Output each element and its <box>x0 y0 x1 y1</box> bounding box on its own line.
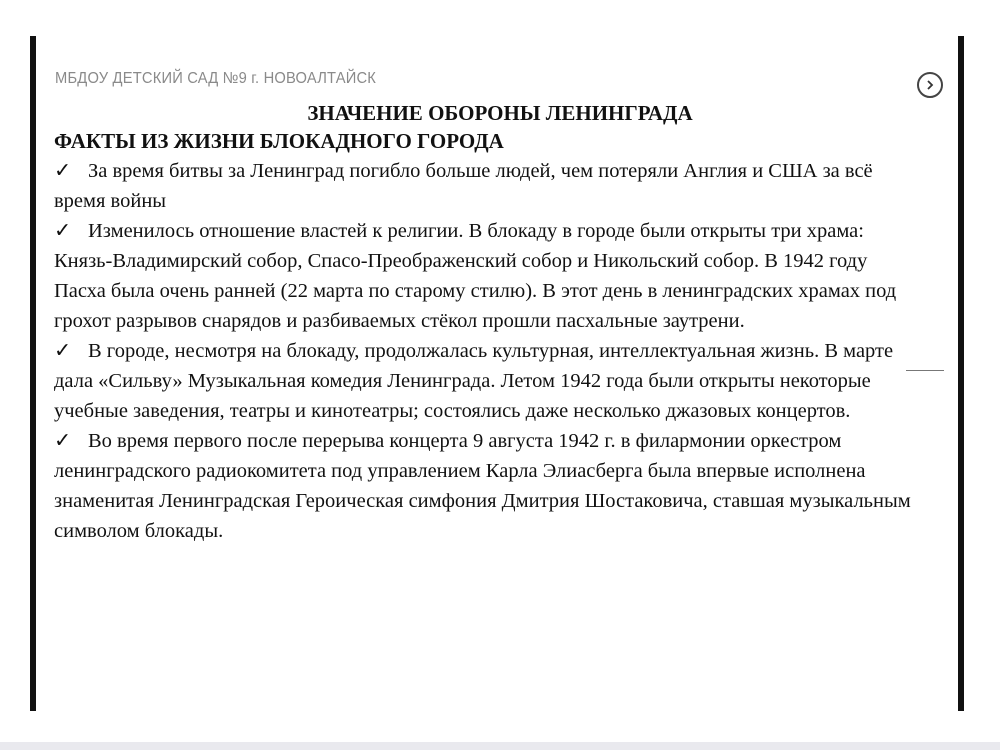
fact-text: Во время первого после перерыва концерта 9 августа 1942 г. в филармонии оркестром ленинградского радиокомитета под управлением Карла Элиасберга была впервые исполнена знаменитая Ленинградская Героическая симфония Дмитрия Шостаковича, ставшая музыкальным символом блокады. <box>54 430 911 542</box>
bottom-strip <box>0 742 1000 750</box>
org-header: МБДОУ ДЕТСКИЙ САД №9 г. НОВОАЛТАЙСК <box>55 70 377 87</box>
fact-item <box>54 156 924 216</box>
checkmark-icon: ✓ <box>54 430 72 452</box>
slide-content <box>54 126 924 546</box>
slide-subtitle: ФАКТЫ ИЗ ЖИЗНИ БЛОКАДНОГО ГОРОДА <box>54 129 504 153</box>
checkmark-icon: ✓ <box>54 340 72 362</box>
chevron-right-icon <box>925 79 935 91</box>
checkmark-icon: ✓ <box>54 220 72 242</box>
left-border-bar <box>30 36 36 711</box>
fact-item <box>54 426 924 546</box>
next-slide-button[interactable] <box>917 72 943 98</box>
facts-list <box>54 156 924 546</box>
fact-text: В городе, несмотря на блокаду, продолжалась культурная, интеллектуальная жизнь. В марте дала «Сильву» Музыкальная комедия Ленинграда. Летом 1942 года были открыты некоторые учебные заведения, театры и кинотеатры; состоялись даже несколько джазовых концертов. <box>54 340 894 422</box>
fact-item <box>54 336 924 426</box>
checkmark-icon: ✓ <box>54 160 72 182</box>
slide-title: ЗНАЧЕНИЕ ОБОРОНЫ ЛЕНИНГРАДА <box>307 101 693 125</box>
right-border-bar <box>958 36 964 711</box>
fact-text: Изменилось отношение властей к религии. В блокаду в городе были открыты три храма: Князь-Владимирский собор, Спасо-Преображенский собор и Никольский собор. В 1942 году Пасха была очень ранней (22 марта по старому стилю). В этот день в ленинградских храмах под грохот разрывов снарядов и разбиваемых стёкол прошли пасхальные заутрени. <box>54 220 897 332</box>
fact-item <box>54 216 924 336</box>
fact-text: За время битвы за Ленинград погибло больше людей, чем потеряли Англия и США за всё время войны <box>54 160 873 212</box>
